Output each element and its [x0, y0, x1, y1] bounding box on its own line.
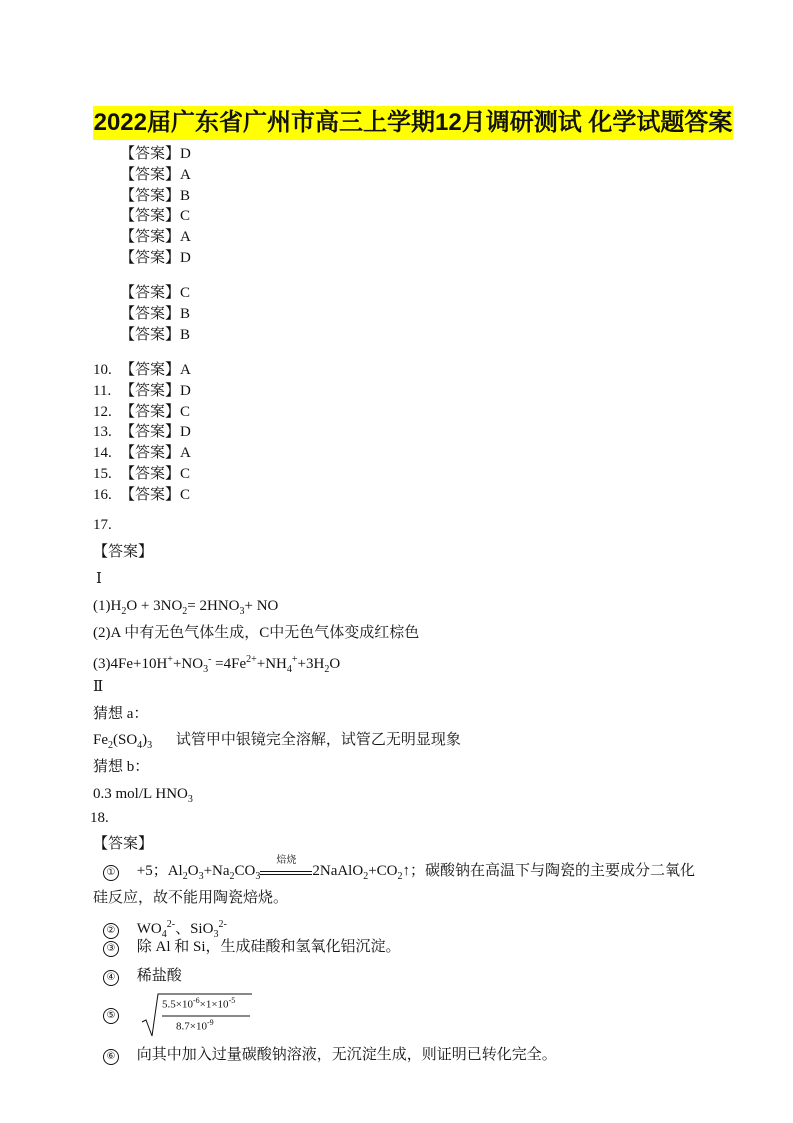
- answer-label: 【答案】: [120, 424, 181, 441]
- answer-row: [93, 443, 191, 463]
- answer-row: [93, 360, 191, 380]
- answer-label: 【答案】: [120, 486, 181, 503]
- answer-label: 【答案】: [120, 445, 181, 462]
- q17-part1: Ⅰ: [96, 571, 102, 587]
- q17-hno3: 0.3 mol/L $HNO_3$: [93, 786, 193, 805]
- q17-guess-a: 猜想 a：: [93, 706, 149, 722]
- answer-row: [93, 248, 191, 268]
- answer-value: B: [180, 326, 191, 343]
- q17-number: 17.: [93, 517, 112, 533]
- answer-value: D: [180, 424, 191, 441]
- sqrt-denominator: $8.7\times 10^{-9}$: [176, 1018, 214, 1033]
- q18-line1: ① +5；$Al_2O_3+Na_2CO_3$ 焙烧 $2NaAlO_2+CO_2↑$；碳酸钠在高温下与陶瓷的主要成分二氧化: [103, 861, 695, 887]
- q18-line1-cont: 硅反应，故不能用陶瓷焙烧。: [93, 890, 289, 906]
- answer-row: [93, 186, 190, 206]
- answer-label: 【答案】: [120, 382, 181, 399]
- answer-value: C: [180, 403, 191, 420]
- answer-row: [93, 227, 191, 247]
- answer-value: D: [180, 382, 191, 399]
- answer-label: 【答案】: [120, 326, 181, 343]
- answer-row: [93, 325, 190, 345]
- answer-label: 【答案】: [120, 250, 181, 266]
- answer-row: [93, 381, 191, 401]
- answer-label: 【答案】: [120, 285, 181, 301]
- answer-value: D: [180, 250, 191, 266]
- answer-row: [93, 485, 190, 505]
- answer-label: 【答案】: [120, 362, 181, 378]
- q18-line3: ③ 除 Al 和 Si，生成硅酸和氢氧化铝沉淀。: [103, 937, 401, 957]
- answer-value: B: [180, 187, 191, 204]
- answer-number: 13.: [93, 424, 112, 441]
- q17-part2: Ⅱ: [93, 679, 104, 695]
- q17-line3: $(3)4Fe+10H^++NO_3^- =4Fe^{2+}+NH_4^++3H_2O$: [93, 654, 341, 675]
- answer-value: A: [180, 229, 191, 246]
- answer-number: 16.: [93, 486, 112, 503]
- answer-value: C: [180, 208, 191, 225]
- q18-line6: ⑥ 向其中加入过量碳酸钠溶液，无沉淀生成，则证明已转化完全。: [103, 1045, 557, 1065]
- answer-label: 【答案】: [120, 208, 181, 225]
- answer-row: [93, 206, 190, 226]
- q18-line4: ④ 稀盐酸: [103, 966, 182, 986]
- q18-line2: ② $WO_4^{2-}$、SiO$_3^{2-}$: [103, 915, 227, 945]
- answer-number: 11.: [93, 382, 112, 399]
- answer-label: 【答案】: [120, 187, 181, 204]
- document-title: 2022届广东省广州市高三上学期12月调研测试 化学试题答案: [93, 106, 733, 140]
- answer-row: [93, 165, 191, 185]
- answer-row: [93, 304, 190, 324]
- answer-value: C: [180, 466, 191, 482]
- answer-label: 【答案】: [120, 166, 181, 183]
- q17-line2: (2)A 中有无色气体生成，C中无色气体变成红棕色: [93, 625, 420, 641]
- answer-number: 12.: [93, 403, 112, 420]
- answer-row: [93, 144, 191, 164]
- answer-number: 14.: [93, 445, 112, 462]
- sqrt-numerator: $5.5\times 10^{-6}\times 1\times 10^{-5}$: [162, 996, 236, 1011]
- answer-label: 【答案】: [120, 466, 181, 482]
- answer-value: A: [180, 362, 191, 378]
- answer-value: B: [180, 305, 191, 322]
- answer-number: 10.: [93, 362, 112, 378]
- answer-label: 【答案】: [120, 146, 181, 162]
- q18-answer-label: 【答案】: [93, 836, 154, 852]
- q17-answer-label: 【答案】: [93, 544, 154, 560]
- answer-label: 【答案】: [120, 305, 181, 322]
- answer-row: [93, 422, 191, 442]
- answer-value: A: [180, 166, 191, 183]
- q17-guess-b: 猜想 b：: [93, 759, 150, 775]
- answer-value: D: [180, 146, 191, 162]
- answer-label: 【答案】: [120, 229, 181, 246]
- answer-row: [93, 464, 190, 484]
- answer-value: A: [180, 445, 191, 462]
- answer-label: 【答案】: [120, 403, 181, 420]
- q17-line1: $(1)H_2O + 3NO_2= 2HNO_3+$ NO: [93, 598, 279, 617]
- answer-row: [93, 402, 190, 422]
- answer-row: [93, 283, 190, 303]
- answer-value: C: [180, 285, 191, 301]
- reaction-condition-arrow: 焙烧: [260, 863, 312, 875]
- answer-number: 15.: [93, 466, 112, 482]
- answer-value: C: [180, 486, 191, 503]
- q18-number: 18.: [90, 810, 109, 826]
- q18-line5-number: ⑤: [103, 1004, 119, 1024]
- q17-fe-line: $Fe_2(SO_4)_3$ 试管甲中银镜完全溶解，试管乙无明显现象: [93, 732, 461, 751]
